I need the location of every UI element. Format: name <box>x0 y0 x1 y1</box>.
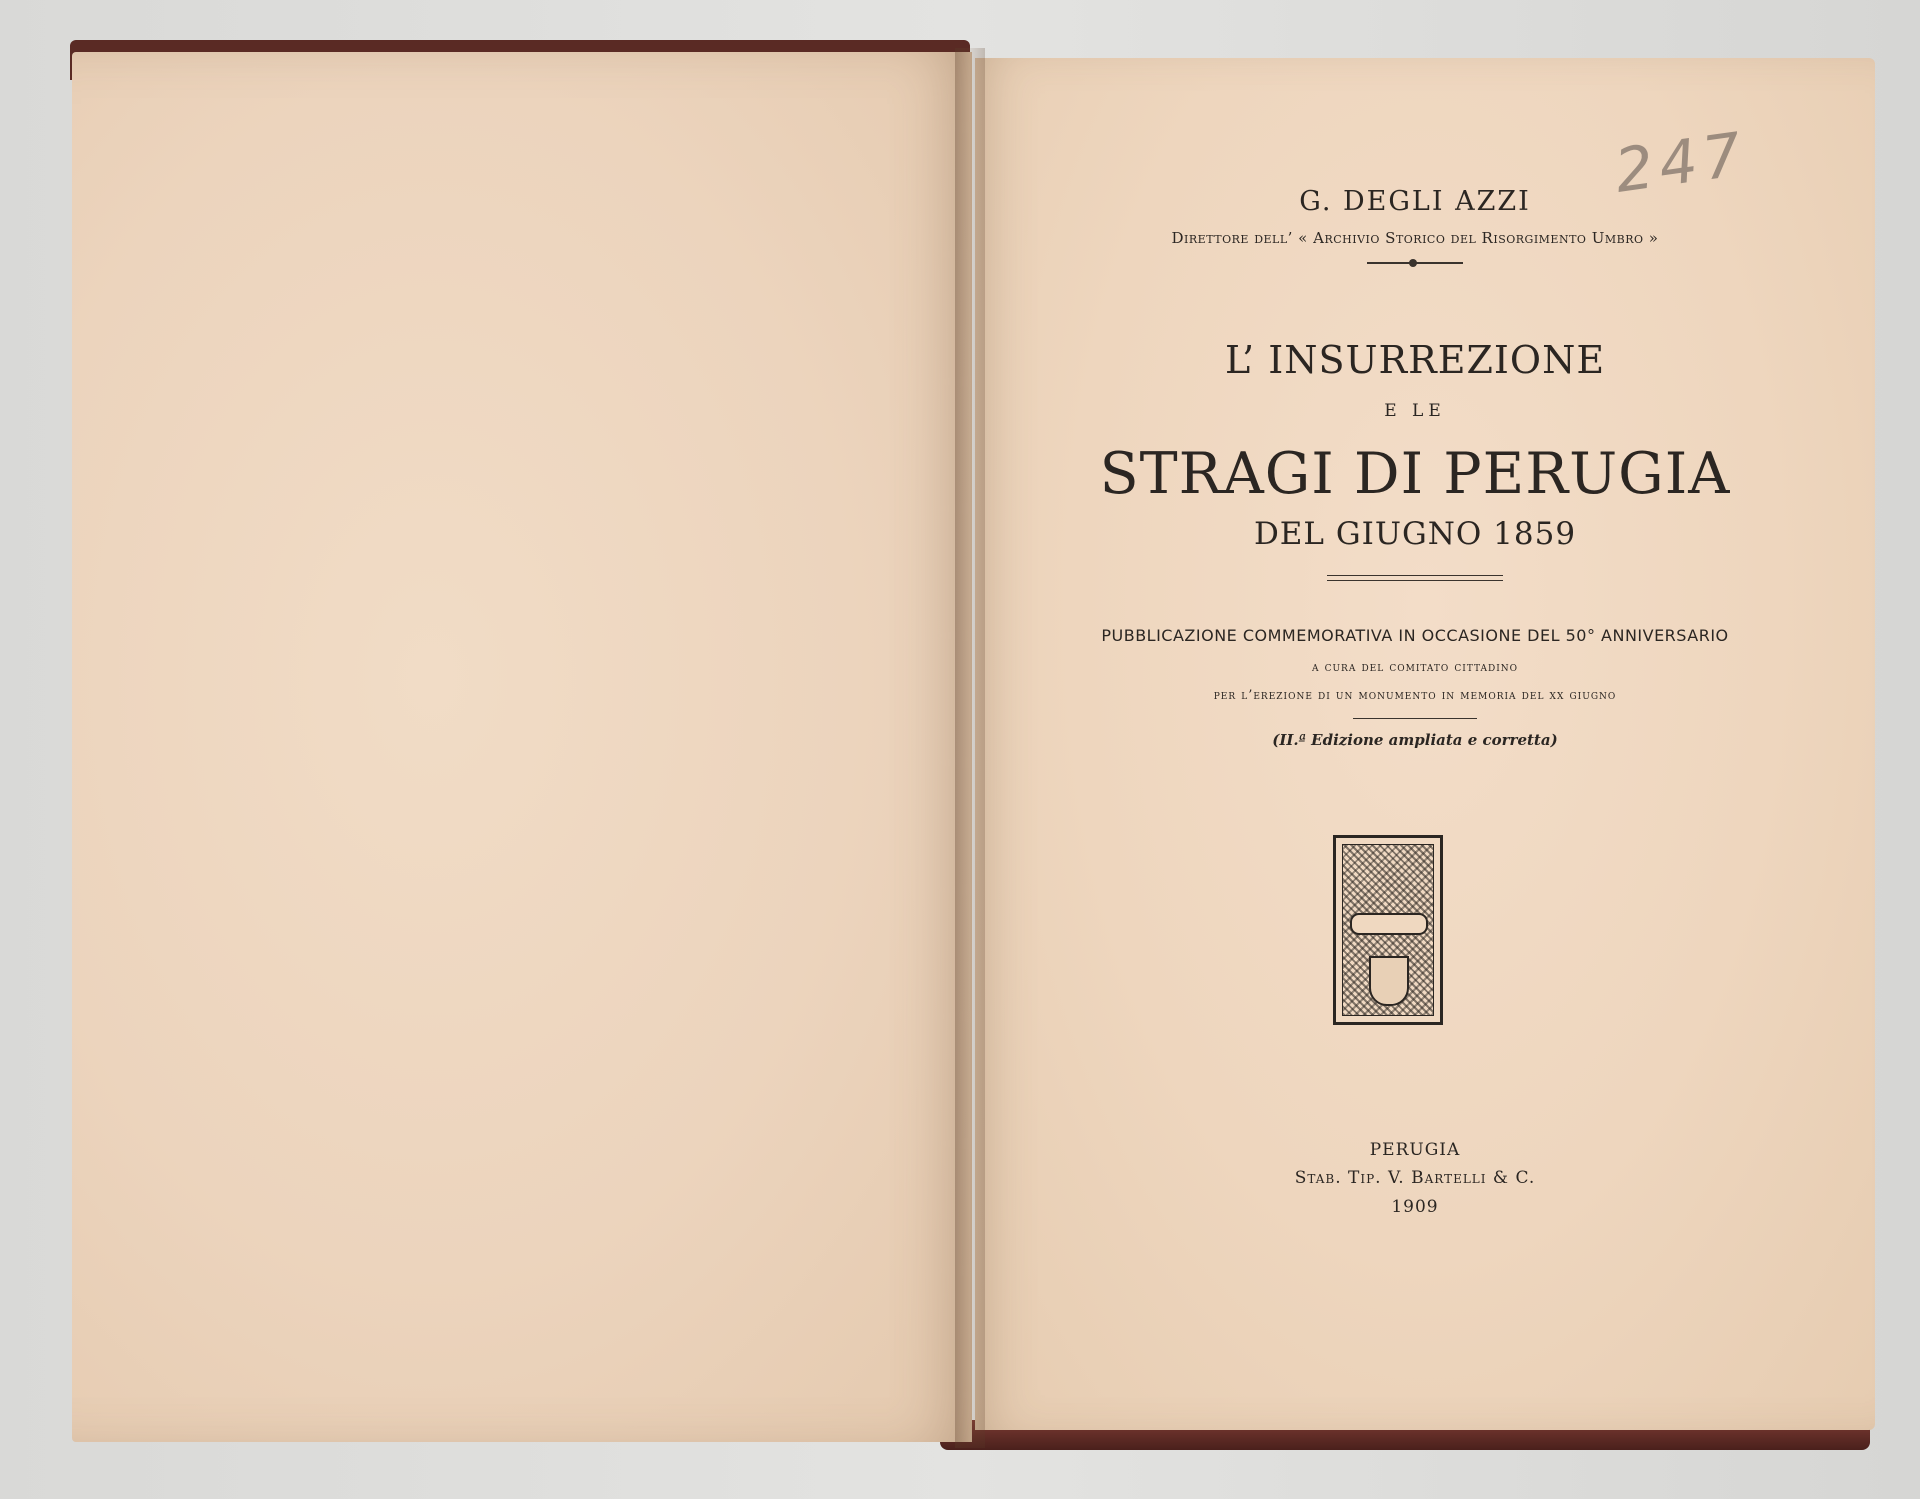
title-page-content <box>975 58 1855 1430</box>
publication-place: PERUGIA <box>1369 1140 1461 1160</box>
subtitle-line-2: a cura del comitato cittadino <box>1311 660 1519 675</box>
printer-mark-emblem <box>1333 835 1443 1025</box>
subtitle-line-1: PUBBLICAZIONE COMMEMORATIVA IN OCCASIONE DEL 50° ANNIVERSARIO <box>1101 626 1729 645</box>
ornament-divider <box>1367 262 1463 264</box>
publication-year: 1909 <box>1391 1197 1439 1217</box>
title-line-2: E LE <box>1384 401 1446 421</box>
author-name: G. DEGLI AZZI <box>1299 186 1531 217</box>
emblem-shield <box>1369 956 1409 1006</box>
printer-name: Stab. Tip. V. Bartelli & C. <box>1294 1168 1536 1188</box>
emblem-scroll <box>1350 913 1428 935</box>
thin-rule <box>1353 718 1477 719</box>
main-title: STRAGI DI PERUGIA <box>1099 441 1731 507</box>
author-affiliation: Direttore dell’ « Archivio Storico del Risorgimento Umbro » <box>1171 229 1659 247</box>
title-line-1: L’ INSURREZIONE <box>1224 338 1606 382</box>
edition-note: (II.ª Edizione ampliata e corretta) <box>1272 731 1558 749</box>
subtitle-line-3: per l’erezione di un monumento in memoria del xx giugno <box>1213 688 1617 703</box>
double-rule <box>1327 575 1503 581</box>
handwritten-note: 247 <box>1610 119 1752 207</box>
left-blank-page <box>72 52 972 1442</box>
title-date: DEL GIUGNO 1859 <box>1253 516 1577 552</box>
